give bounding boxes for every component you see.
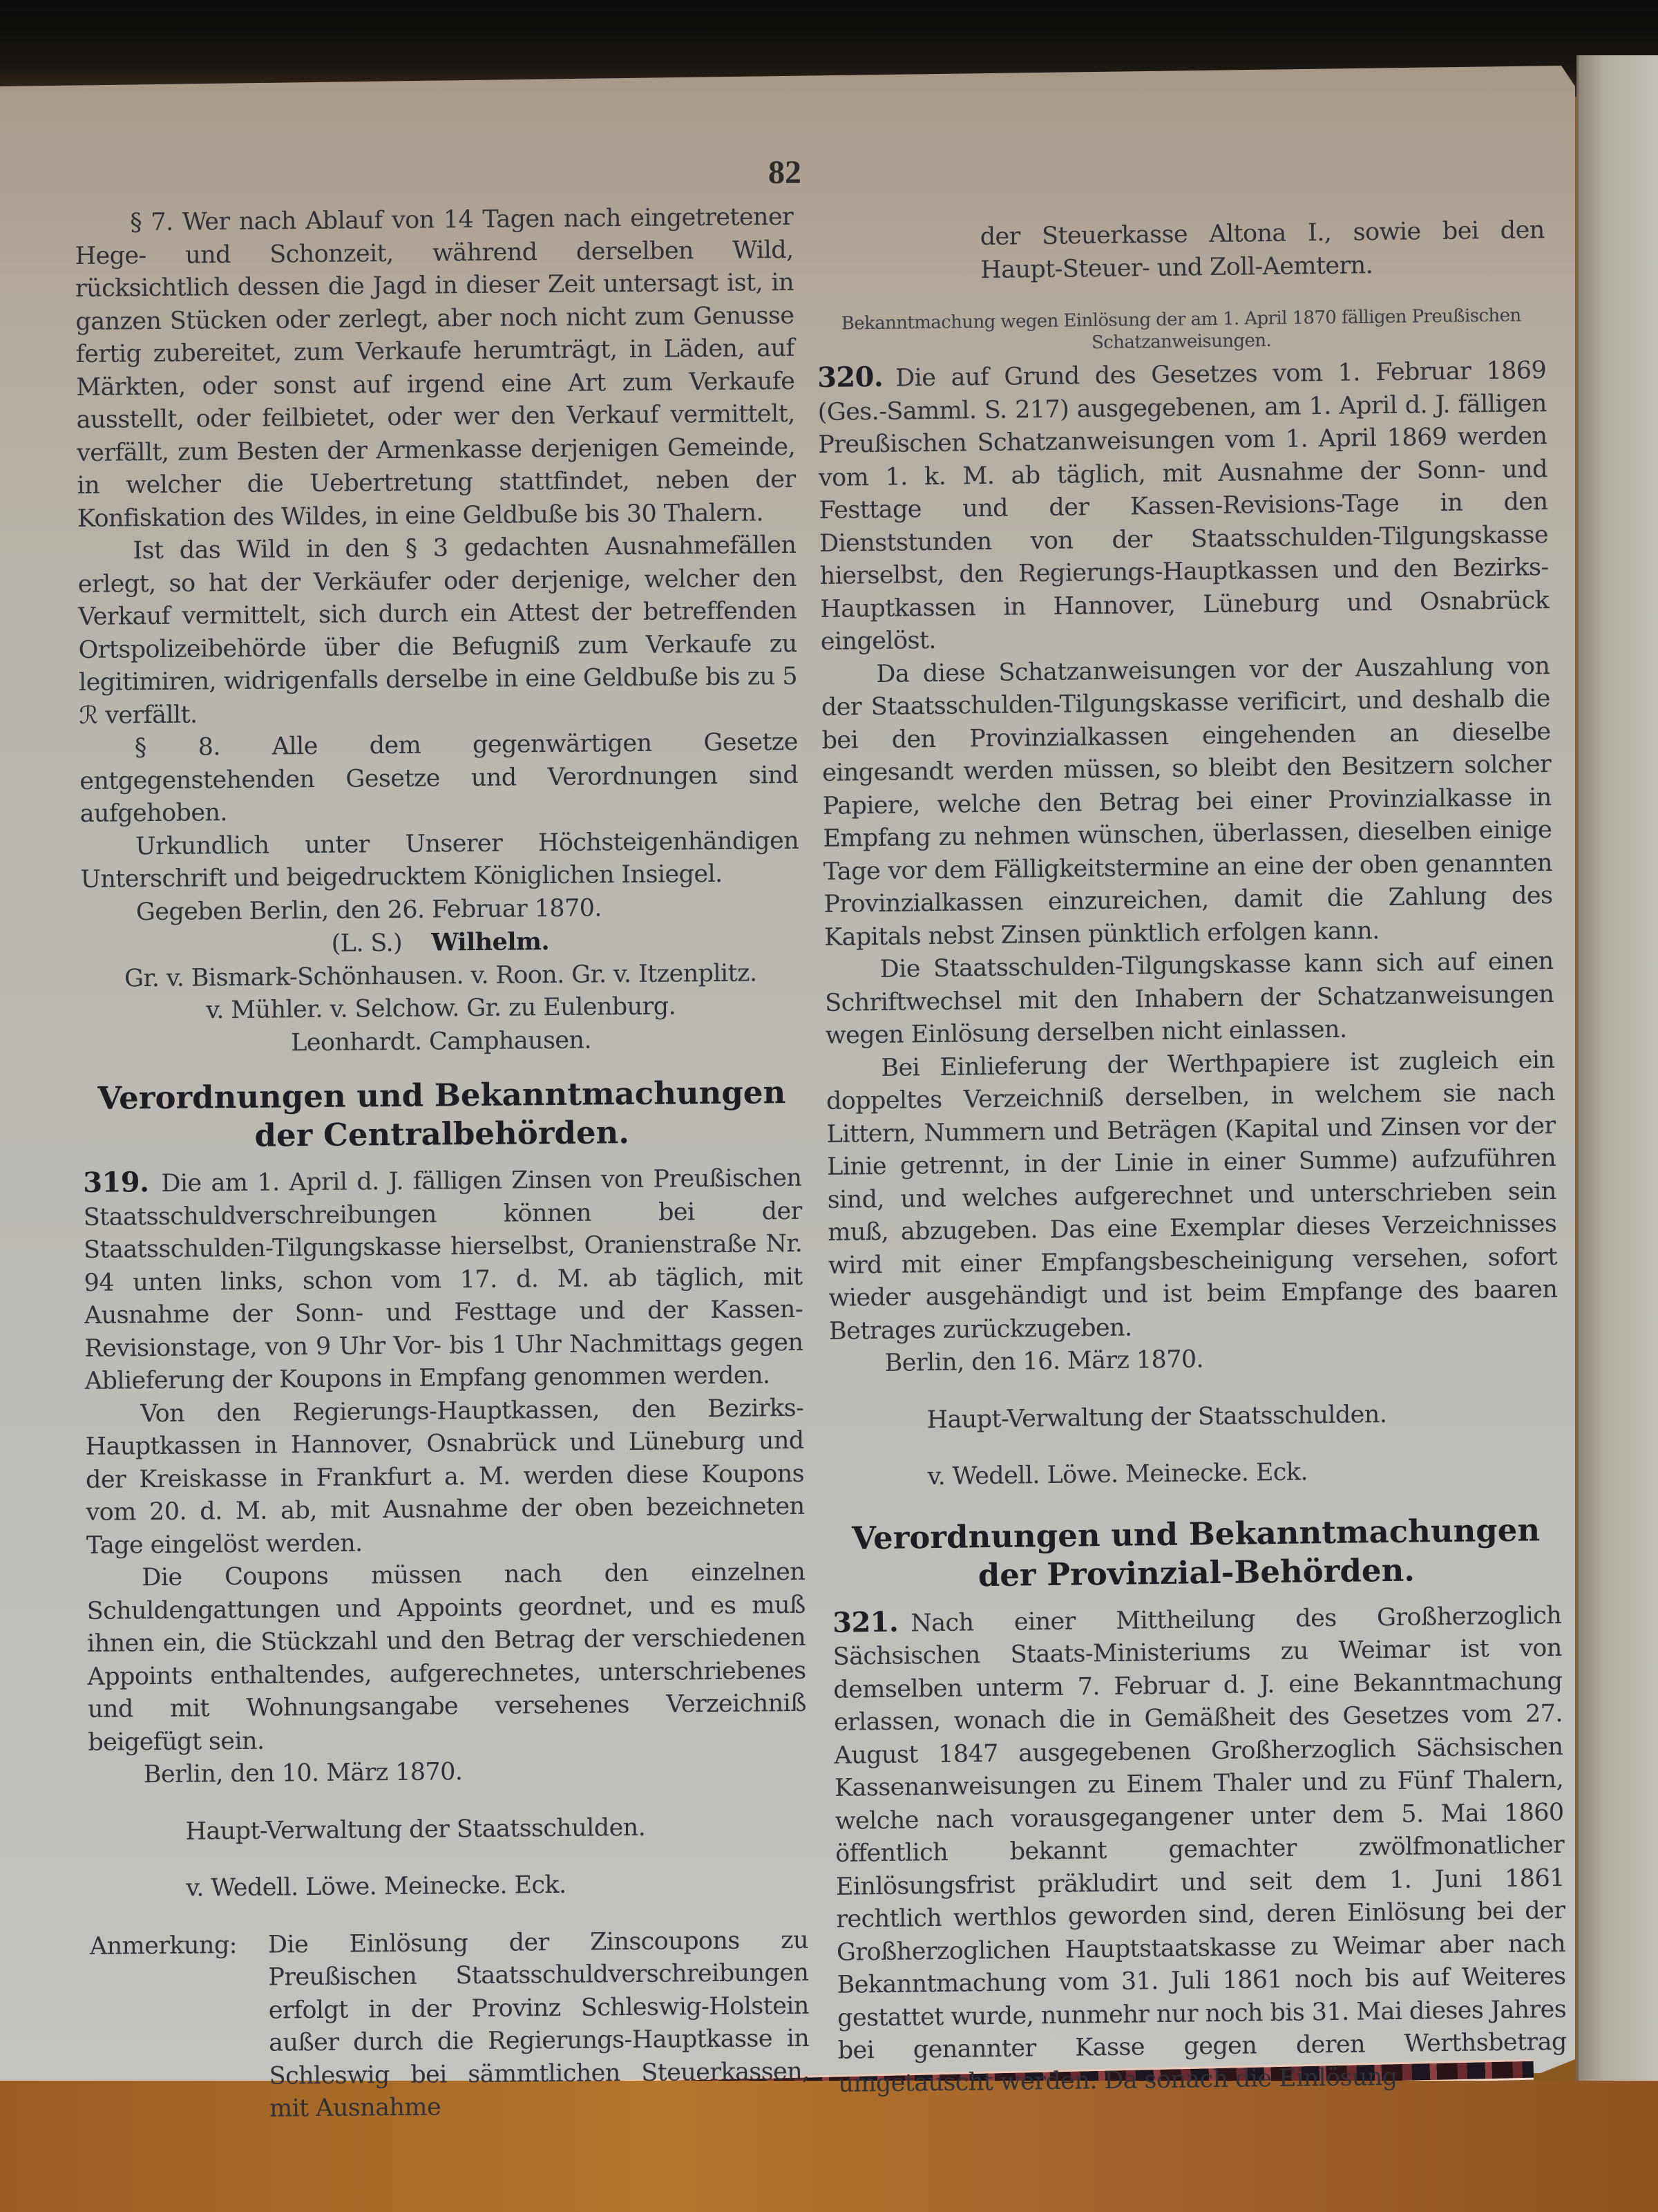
note-label: Anmerkung: (89, 1931, 238, 1960)
item-320 (817, 352, 1550, 659)
heading-line: Verordnungen und Bekanntmachungen (97, 1074, 786, 1117)
section-heading-central (82, 1073, 801, 1157)
section-heading-provincial (831, 1510, 1561, 1596)
item-320-title: Bekanntmachung wegen Einlösung der am 1. April 1870 fälligen Preußischen Schatzanweisungen. (841, 305, 1521, 354)
page-number: 82 (768, 154, 801, 191)
paragraph-urkundlich: Urkundlich unter Unserer Höchsteigenhändigen Unterschrift und beigedrucktem Königlichen Insiegel. (80, 826, 799, 894)
item-320-signers: v. Wedell. Löwe. Meinecke. Eck. (927, 1458, 1308, 1491)
heading-line: Verordnungen und Bekanntmachungen (851, 1511, 1541, 1556)
item-text: Die am 1. April d. J. fälligen Zinsen von Preußischen Staatsschuldverschreibungen können bei der Staatsschulden-Tilgungskasse hierselbst, Oranienstraße Nr. 94 unten links, schon vom 17. d. M. ab täglich, mit Ausnahme der Sonn- und Festtage und der Kassen-Revisionstage, von 9 Uhr Vor- bis 1 Uhr Nachmittags gegen Ablieferung der Koupons in Empfang genommen werden. (83, 1164, 803, 1395)
item-number: 321. (832, 1605, 899, 1639)
item-320-date: Berlin, den 16. März 1870. (884, 1345, 1204, 1377)
item-number: 319. (83, 1166, 149, 1199)
item-number: 320. (817, 360, 884, 394)
item-319-authority: Haupt-Verwaltung der Staatsschulden. (185, 1813, 646, 1846)
left-column (75, 201, 810, 2151)
item-text: Die auf Grund des Gesetzes vom 1. Februar 1869 (Ges.-Samml. S. 217) ausgegebenen, am 1. April d. J. fälligen Preußischen Schatzanweisungen vom 1. April 1869 werden vom 1. k. M. ab täglich, mit Ausnahme der Sonn- und Festtage und der Kassen-Revisions-Tage in den Dienststunden von der Staatsschulden-Tilgungskasse hierselbst, den Regierungs-Hauptkassen und den Bezirks-Hauptkassen in Hannover, Lüneburg und Osnabrück eingelöst. (817, 357, 1550, 656)
paragraph-7: § 7. Wer nach Ablauf von 14 Tagen nach eingetretener Hege- und Schonzeit, während derselben Wild, rücksichtlich dessen die Jagd in dieser Zeit untersagt ist, in ganzen Stücken oder zerlegt, aber noch nicht zum Genusse fertig zubereitet, zum Verkaufe herumträgt, in Läden, auf Märkten, oder sonst auf irgend eine Art zum Verkaufe ausstellt, oder feilbietet, oder wer den Verkauf vermittelt, verfällt, zum Besten der Armenkasse derjenigen Gemeinde, in welcher die Uebertretung stattfindet, neben der Konfiskation des Wildes, in eine Geldbuße bis 30 Thalern. (75, 202, 796, 533)
heading-line: der Provinzial-Behörden. (978, 1551, 1416, 1594)
item-319-signers: v. Wedell. Löwe. Meinecke. Eck. (186, 1871, 566, 1902)
signatory-line: Gr. v. Bismark-Schönhausen. v. Roon. Gr. v. Itzenplitz. (124, 958, 757, 992)
note-continuation: der Steuerkasse Altona I., sowie bei den Haupt-Steuer- und Zoll-Aemtern. (980, 216, 1545, 284)
right-column (815, 190, 1568, 2101)
note-text: Die Einlösung der Zinscoupons zu Preußischen Staatsschuldverschreibungen erfolgt in der Provinz Schleswig-Holstein außer durch die Regierungs-Hauptkasse in Schleswig bei sämmtlichen Steuerkassen, mit Ausnahme (267, 1926, 810, 2123)
item-320-authority: Haupt-Verwaltung der Staatsschulden. (926, 1400, 1387, 1434)
item-321 (832, 1597, 1568, 2100)
signatory-line: Leonhardt. Camphausen. (290, 1026, 592, 1057)
item-319 (83, 1160, 803, 1399)
paragraph-7-exception: Ist das Wild in den § 3 gedachten Ausnahmefällen erlegt, so hat der Verkäufer oder derjenige, welcher den Verkauf vermittelt, sich durch ein Attest der betreffenden Ortspolizeibehörde über die Befugniß zum Verkaufe zu legitimiren, widrigenfalls derselbe in eine Geldbuße bis zu 5 ℛ verfällt. (77, 531, 798, 730)
item-320-paragraph: Da diese Schatzanweisungen vor der Auszahlung von der Staatsschulden-Tilgungskasse verificirt, und deshalb die bei den Provinzialkassen eingehenden an dieselbe eingesandt werden müssen, so bleibt den Besitzern solcher Papiere, welche den Betrag bei einer Provinzialkasse in Empfang zu nehmen wünschen, überlassen, dieselben einige Tage vor dem Fälligkeitstermine an eine der oben genannten Provinzialkassen einzureichen, damit die Zahlung des Kapitals nebst Zinsen pünktlich erfolgen kann. (821, 652, 1553, 952)
signatory-line: v. Mühler. v. Selchow. Gr. zu Eulenburg. (206, 992, 676, 1025)
adjacent-page-edge (1576, 55, 1658, 2101)
heading-line: der Centralbehörden. (254, 1114, 630, 1154)
item-320-paragraph: Die Staatsschulden-Tilgungskasse kann sich auf einen Schriftwechsel mit den Inhabern der Schatzanweisungen wegen Einlösung derselben nicht einlassen. (824, 947, 1554, 1050)
paragraph-8: § 8. Alle dem gegenwärtigen Gesetze entgegenstehenden Gesetze und Verordnungen sind aufgehoben. (79, 728, 799, 828)
item-319-paragraph: Die Coupons müssen nach den einzelnen Schuldengattungen und Appoints geordnet, und es muß ihnen ein, die Stückzahl und den Betrag der verschiedenen Appoints enthaltendes, aufgerechnetes, unterschriebenes und mit Wohnungsangabe versehenes Verzeichniß beigefügt sein. (86, 1558, 807, 1757)
item-319-date: Berlin, den 10. März 1870. (143, 1758, 463, 1789)
item-319-note (90, 1924, 810, 2127)
item-319-paragraph: Von den Regierungs-Hauptkassen, den Bezirks-Hauptkassen in Hannover, Osnabrück und Lüneburg und der Kreiskasse in Frankfurt a. M. werden diese Koupons vom 20. d. M. ab, mit Ausnahme der oben bezeichneten Tage eingelöst werden. (85, 1394, 805, 1560)
seal-mark: (L. S.) (331, 929, 403, 958)
item-320-paragraph: Bei Einlieferung der Werthpapiere ist zugleich ein doppeltes Verzeichniß derselben, in welchem sie nach Littern, Nummern und Beträgen (Kapital und Zinsen vor der Linie getrennt, in der Linie in einer Summe) aufzuführen sind, und welches aufgerechnet und unterschrieben sein muß, abzugeben. Das eine Exemplar dieses Verzeichnisses wird mit einer Empfangsbescheinigung versehen, sofort wieder ausgehändigt und ist beim Empfange des baaren Betrages zurückzugeben. (826, 1046, 1558, 1345)
item-text: Nach einer Mittheilung des Großherzoglich Sächsischen Staats-Ministeriums zu Weimar ist von demselben unterm 7. Februar d. J. eine Bekanntmachung erlassen, wonach die in Gemäßheit des Gesetzes vom 27. August 1847 ausgegebenen Großherzoglich Sächsischen Kassenanweisungen zu Einem Thaler und zu Fünf Thalern, welche nach vorausgegangener unter dem 5. Mai 1860 öffentlich bekannt gemachter zwölfmonatlicher Einlösungsfrist präkludirt und seit dem 1. Juni 1861 rechtlich werthlos geworden sind, deren Einlösung bei der Großherzoglichen Hauptstaatskasse zu Weimar aber nach Bekanntmachung vom 31. Juli 1861 noch bis auf Weiteres gestattet wurde, nunmehr nur noch bis 31. Mai dieses Jahres bei genannter Kasse gegen deren Werthsbetrag umgetauscht werden. Da sonach die Einlösung (832, 1601, 1567, 2098)
monarch-name: Wilhelm. (431, 927, 550, 957)
given-date: Gegeben Berlin, den 26. Februar 1870. (135, 894, 602, 926)
